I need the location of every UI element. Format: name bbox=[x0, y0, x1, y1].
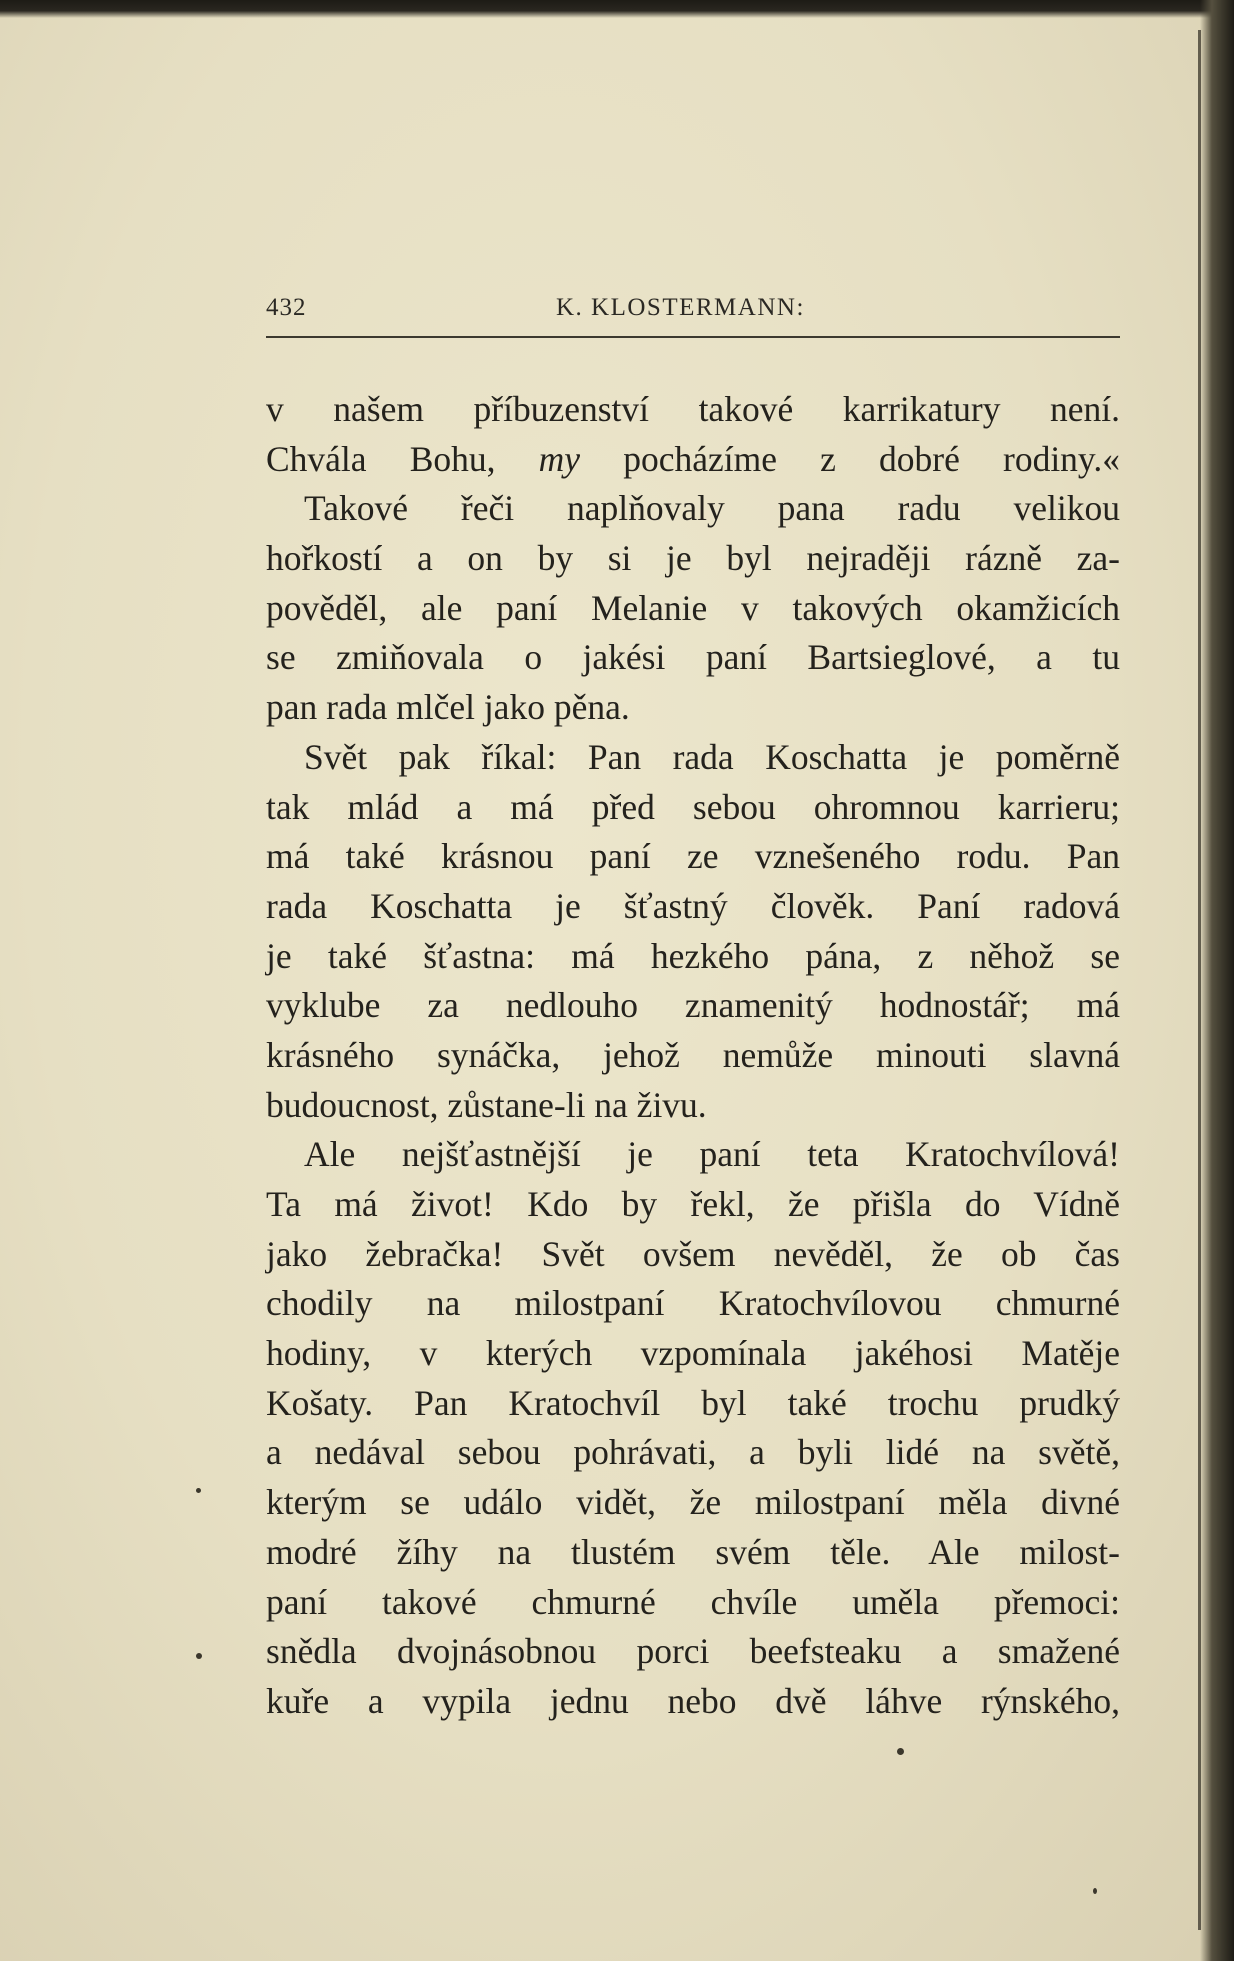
text-line: hodiny, v kterých vzpomínala jakéhosi Matěje bbox=[266, 1333, 1120, 1374]
text-line: hořkostí a on by si je byl nejraději rázně za- bbox=[266, 538, 1120, 579]
text-line: Svět pak říkal: Pan rada Koschatta je poměrně bbox=[304, 736, 1120, 777]
text-line: pan rada mlčel jako pěna. bbox=[266, 687, 630, 728]
ink-speck bbox=[1093, 1888, 1097, 1894]
running-head: K. KLOSTERMANN: bbox=[556, 294, 805, 321]
body-text bbox=[266, 385, 1120, 1727]
text-line: v našem příbuzenství takové karrikatury není. bbox=[266, 389, 1120, 429]
text-line: Takové řeči naplňovaly pana radu velikou bbox=[304, 488, 1120, 529]
text-line: je také šťastna: má hezkého pána, z něhož se bbox=[266, 935, 1120, 976]
text-line: rada Koschatta je šťastný člověk. Paní radová bbox=[266, 885, 1120, 926]
page-top-edge bbox=[0, 0, 1234, 18]
ink-speck bbox=[196, 1488, 201, 1493]
binding-line bbox=[1198, 30, 1201, 1930]
text-line: kterým se událo vidět, že milostpaní měla divné bbox=[266, 1482, 1120, 1523]
text-line: Ta má život! Kdo by řekl, že přišla do Vídně bbox=[266, 1184, 1120, 1224]
text-line: chodily na milostpaní Kratochvílovou chmurné bbox=[266, 1283, 1120, 1324]
text-line: tak mlád a má před sebou ohromnou karrieru; bbox=[266, 786, 1120, 827]
text-line: budoucnost, zůstane-li na živu. bbox=[266, 1084, 707, 1125]
ink-speck bbox=[897, 1748, 904, 1755]
text-line: Chvála Bohu, my pocházíme z dobré rodiny.« bbox=[266, 438, 1120, 479]
text-line: vyklube za nedlouho znamenitý hodnostář; má bbox=[266, 985, 1120, 1026]
page-header bbox=[266, 288, 1120, 338]
text-line: kuře a vypila jednu nebo dvě láhve rýnského, bbox=[266, 1680, 1120, 1721]
page-right-edge bbox=[1200, 0, 1234, 1961]
ink-speck bbox=[196, 1653, 202, 1659]
text-line: Košaty. Pan Kratochvíl byl také trochu prudký bbox=[266, 1382, 1120, 1423]
text-line: a nedával sebou pohrávati, a byli lidé na světě, bbox=[266, 1432, 1120, 1473]
text-line: krásného synáčka, jehož nemůže minouti slavná bbox=[266, 1034, 1120, 1075]
text-line: snědla dvojnásobnou porci beefsteaku a smažené bbox=[266, 1631, 1120, 1672]
page-number: 432 bbox=[266, 294, 307, 321]
text-line: má také krásnou paní ze vznešeného rodu. Pan bbox=[266, 836, 1120, 877]
text-line: Ale nejšťastnější je paní teta Kratochvílová! bbox=[304, 1134, 1120, 1175]
text-line: modré žíhy na tlustém svém těle. Ale milost- bbox=[266, 1531, 1120, 1572]
text-line: pověděl, ale paní Melanie v takových okamžicích bbox=[266, 587, 1120, 628]
text-line: jako žebračka! Svět ovšem nevěděl, že ob čas bbox=[266, 1233, 1120, 1274]
text-line: paní takové chmurné chvíle uměla přemoci: bbox=[266, 1581, 1120, 1622]
emphasis-text: my bbox=[538, 438, 581, 479]
text-line: se zmiňovala o jakési paní Bartsieglové, a tu bbox=[266, 637, 1120, 678]
